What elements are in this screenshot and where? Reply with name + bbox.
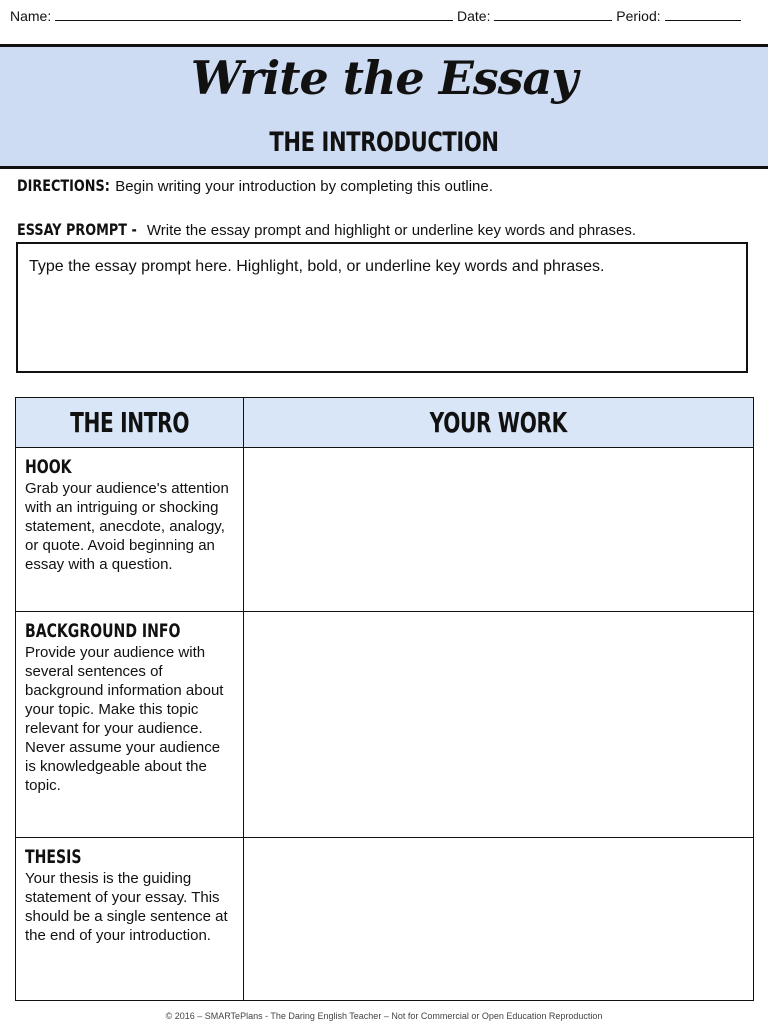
hook-work-cell[interactable]: [244, 448, 754, 612]
date-blank[interactable]: [494, 7, 612, 21]
thesis-description: Your thesis is the guiding statement of your essay. This should be a single sentence at the end of your introduction.: [25, 870, 228, 944]
hook-cell: [16, 448, 244, 612]
col-header-work: YOUR WORK: [244, 398, 754, 448]
name-blank[interactable]: [55, 7, 453, 21]
essay-prompt-placeholder: Type the essay prompt here. Highlight, bold, or underline key words and phrases.: [29, 258, 605, 275]
table-row-background: [16, 612, 754, 838]
worksheet-subtitle: THE INTRODUCTION: [269, 127, 499, 158]
period-label: Period:: [616, 8, 661, 24]
hook-description: Grab your audience's attention with an intriguing or shocking statement, anecdote, analogy, or quote. Avoid beginning an essay with a question.: [25, 480, 229, 573]
copyright-footer: © 2016 – SMARTePlans - The Daring English Teacher – Not for Commercial or Open Education Reproduction: [165, 1011, 603, 1021]
essay-prompt-text: Write the essay prompt and highlight or underline key words and phrases.: [146, 222, 637, 239]
table-header-row: [16, 398, 754, 448]
worksheet-title: Write the Essay: [190, 51, 578, 105]
background-cell: [16, 612, 244, 838]
essay-prompt-label: ESSAY PROMPT -: [17, 220, 137, 239]
thesis-title: THESIS: [25, 846, 82, 868]
background-work-cell[interactable]: [244, 612, 754, 838]
table-row-hook: [16, 448, 754, 612]
col-header-intro: THE INTRO: [16, 398, 244, 448]
title-banner: [0, 44, 768, 169]
date-label: Date:: [457, 8, 491, 24]
directions-label: DIRECTIONS:: [17, 176, 110, 195]
essay-prompt-box[interactable]: [16, 242, 748, 373]
period-blank[interactable]: [665, 7, 741, 21]
intro-outline-table: [15, 397, 754, 1001]
background-title: BACKGROUND INFO: [25, 620, 181, 642]
hook-title: HOOK: [25, 456, 72, 478]
table-row-thesis: [16, 838, 754, 1001]
background-description: Provide your audience with several sentences of background information about your topic. Make this topic relevant for your audience. Never assume your audience is knowledgeable about the topic.: [25, 644, 224, 794]
directions-text: Begin writing your introduction by completing this outline.: [115, 178, 493, 195]
directions: [17, 176, 493, 195]
thesis-cell: [16, 838, 244, 1001]
name-label: Name:: [10, 8, 52, 24]
student-info-line: [10, 7, 762, 24]
essay-prompt-instruction: [17, 220, 636, 239]
thesis-work-cell[interactable]: [244, 838, 754, 1001]
